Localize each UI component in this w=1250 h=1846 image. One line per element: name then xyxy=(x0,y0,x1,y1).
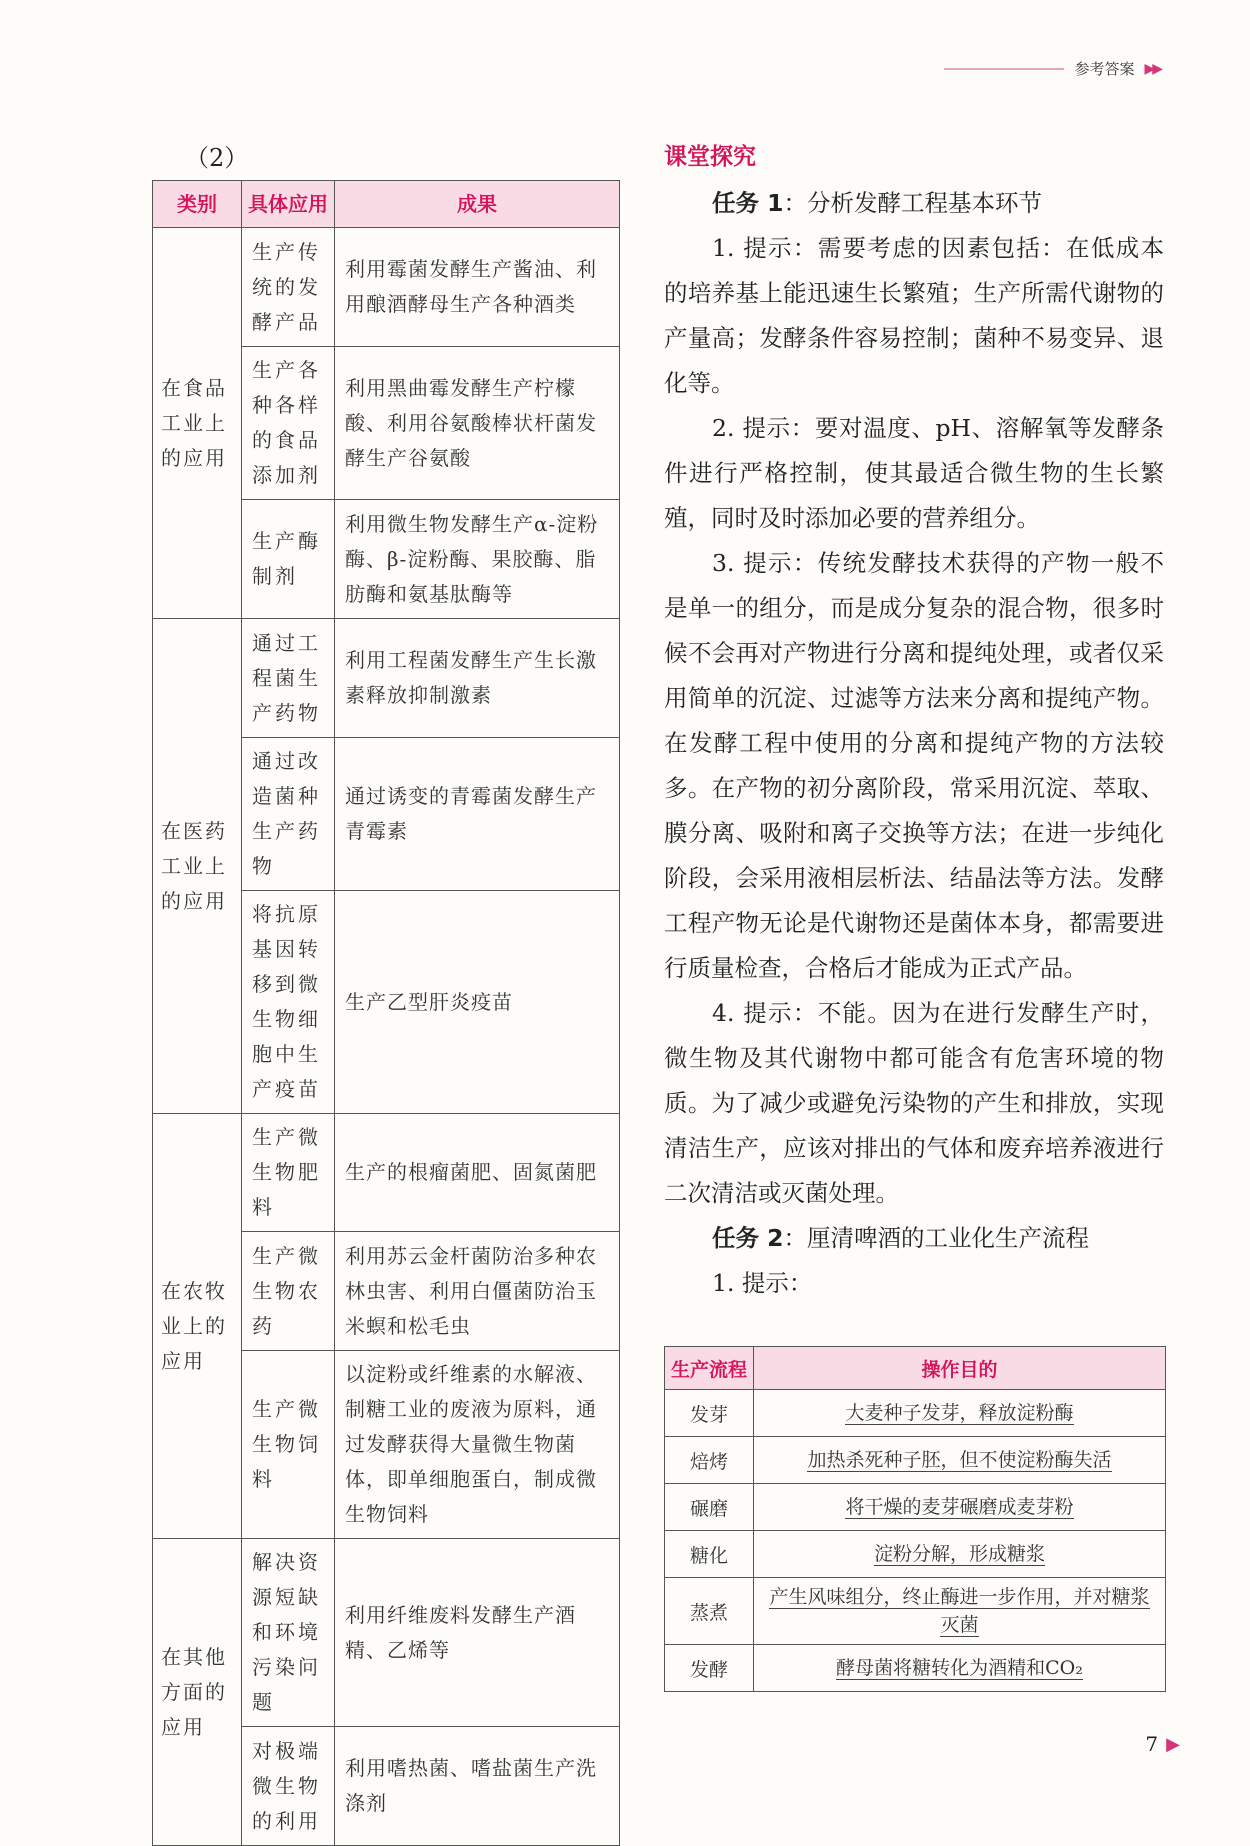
category-other: 在其他方面的应用 xyxy=(153,1539,242,1846)
page-header xyxy=(944,58,1160,79)
table-row xyxy=(153,228,620,347)
application-cell: 解决资源短缺和环境污染问题 xyxy=(242,1539,335,1727)
result-cell: 生产乙型肝炎疫苗 xyxy=(335,891,620,1114)
application-table xyxy=(152,180,620,1846)
table-header-row xyxy=(153,181,620,228)
table-row xyxy=(665,1645,1166,1692)
table-row xyxy=(665,1531,1166,1578)
application-cell: 生产酶制剂 xyxy=(242,500,335,619)
header-rule xyxy=(944,68,1064,70)
process-purpose: 酵母菌将糖转化为酒精和CO₂ xyxy=(754,1645,1166,1692)
result-cell: 利用纤维废料发酵生产酒精、乙烯等 xyxy=(335,1539,620,1727)
result-cell: 利用工程菌发酵生产生长激素释放抑制激素 xyxy=(335,619,620,738)
answer-5: 1. 提示： xyxy=(712,1269,813,1297)
page-number-text: 7 xyxy=(1145,1732,1159,1756)
answer-3: 3. 提示：传统发酵技术获得的产物一般不是单一的组分，而是成分复杂的混合物，很多时候不会再对产物进行分离和提纯处理，或者仅采用简单的沉淀、过滤等方法来分离和提纯产物。在发酵工程中使用的分离和提纯产物的方法较多。在产物的初分离阶段，常采用沉淀、萃取、膜分离、吸附和离子交换等方法；在进一步纯化阶段，会采用液相层析法、结晶法等方法。发酵工程产物无论是代谢物还是菌体本身，都需要进行质量检查，合格后才能成为正式产品。 xyxy=(664,549,1164,982)
result-cell: 利用嗜热菌、嗜盐菌生产洗涤剂 xyxy=(335,1727,620,1846)
application-cell: 生产传统的发酵产品 xyxy=(242,228,335,347)
process-step: 发芽 xyxy=(665,1390,754,1437)
category-medicine: 在医药工业上的应用 xyxy=(153,619,242,1114)
table-row xyxy=(665,1578,1166,1645)
header-purpose: 操作目的 xyxy=(754,1347,1166,1390)
page-number xyxy=(1145,1732,1180,1756)
category-food: 在食品工业上的应用 xyxy=(153,228,242,619)
task-2-label: 任务 2 xyxy=(712,1224,784,1252)
result-cell: 利用黑曲霉发酵生产柠檬酸、利用谷氨酸棒状杆菌发酵生产谷氨酸 xyxy=(335,347,620,500)
process-purpose: 加热杀死种子胚，但不使淀粉酶失活 xyxy=(754,1437,1166,1484)
answer-4: 4. 提示：不能。因为在进行发酵生产时，微生物及其代谢物中都可能含有危害环境的物质。为了减少或避免污染物的产生和排放，实现清洁生产，应该对排出的气体和废弃培养液进行二次清洁或灭菌处理。 xyxy=(664,999,1164,1207)
result-cell: 以淀粉或纤维素的水解液、制糖工业的废液为原料，通过发酵获得大量微生物菌体，即单细胞蛋白，制成微生物饲料 xyxy=(335,1351,620,1539)
table-row xyxy=(665,1390,1166,1437)
classroom-inquiry xyxy=(664,138,1164,1306)
application-cell: 对极端微生物的利用 xyxy=(242,1727,335,1846)
process-header-row xyxy=(665,1347,1166,1390)
task-1-heading xyxy=(664,181,1164,226)
table-row xyxy=(665,1484,1166,1531)
process-step: 糖化 xyxy=(665,1531,754,1578)
task-2-heading xyxy=(664,1216,1164,1261)
process-purpose: 将干燥的麦芽碾磨成麦芽粉 xyxy=(754,1484,1166,1531)
application-cell: 生产微生物农药 xyxy=(242,1232,335,1351)
process-step: 碾磨 xyxy=(665,1484,754,1531)
application-cell: 生产各种各样的食品添加剂 xyxy=(242,347,335,500)
task-1-label: 任务 1 xyxy=(712,189,784,217)
table-row xyxy=(153,619,620,738)
process-purpose: 淀粉分解，形成糖浆 xyxy=(754,1531,1166,1578)
header-title: 参考答案 xyxy=(1074,60,1135,78)
result-cell: 通过诱变的青霉菌发酵生产青霉素 xyxy=(335,738,620,891)
process-purpose: 产生风味组分，终止酶进一步作用，并对糖浆灭菌 xyxy=(754,1578,1166,1645)
application-cell: 将抗原基因转移到微生物细胞中生产疫苗 xyxy=(242,891,335,1114)
process-step: 蒸煮 xyxy=(665,1578,754,1645)
application-cell: 通过改造菌种生产药物 xyxy=(242,738,335,891)
header-process: 生产流程 xyxy=(665,1347,754,1390)
process-purpose: 大麦种子发芽，释放淀粉酶 xyxy=(754,1390,1166,1437)
header-category: 类别 xyxy=(153,181,242,228)
next-arrow-icon: ▶ xyxy=(1166,1733,1180,1755)
answer-2: 2. 提示：要对温度、pH、溶解氧等发酵条件进行严格控制，使其最适合微生物的生长繁殖，同时及时添加必要的营养组分。 xyxy=(664,414,1164,532)
table-row xyxy=(665,1437,1166,1484)
category-agriculture: 在农牧业上的应用 xyxy=(153,1114,242,1539)
task-1-text: ：分析发酵工程基本环节 xyxy=(783,189,1043,217)
question-label: （2） xyxy=(185,144,249,172)
result-cell: 利用苏云金杆菌防治多种农林虫害、利用白僵菌防治玉米螟和松毛虫 xyxy=(335,1232,620,1351)
section-title: 课堂探究 xyxy=(664,144,756,170)
beer-process-table xyxy=(664,1346,1166,1692)
task-2-text: ：厘清啤酒的工业化生产流程 xyxy=(783,1224,1090,1252)
process-step: 焙烤 xyxy=(665,1437,754,1484)
application-cell: 生产微生物肥料 xyxy=(242,1114,335,1232)
header-application: 具体应用 xyxy=(242,181,335,228)
process-step: 发酵 xyxy=(665,1645,754,1692)
table-row xyxy=(153,1539,620,1727)
application-cell: 生产微生物饲料 xyxy=(242,1351,335,1539)
result-cell: 利用微生物发酵生产α-淀粉酶、β-淀粉酶、果胶酶、脂肪酶和氨基肽酶等 xyxy=(335,500,620,619)
header-result: 成果 xyxy=(335,181,620,228)
table-row xyxy=(153,1114,620,1232)
header-arrows-icon: ▶▶ xyxy=(1144,60,1160,77)
application-cell: 通过工程菌生产药物 xyxy=(242,619,335,738)
result-cell: 生产的根瘤菌肥、固氮菌肥 xyxy=(335,1114,620,1232)
answer-1: 1. 提示：需要考虑的因素包括：在低成本的培养基上能迅速生长繁殖；生产所需代谢物的产量高；发酵条件容易控制；菌种不易变异、退化等。 xyxy=(664,234,1164,397)
result-cell: 利用霉菌发酵生产酱油、利用酿酒酵母生产各种酒类 xyxy=(335,228,620,347)
